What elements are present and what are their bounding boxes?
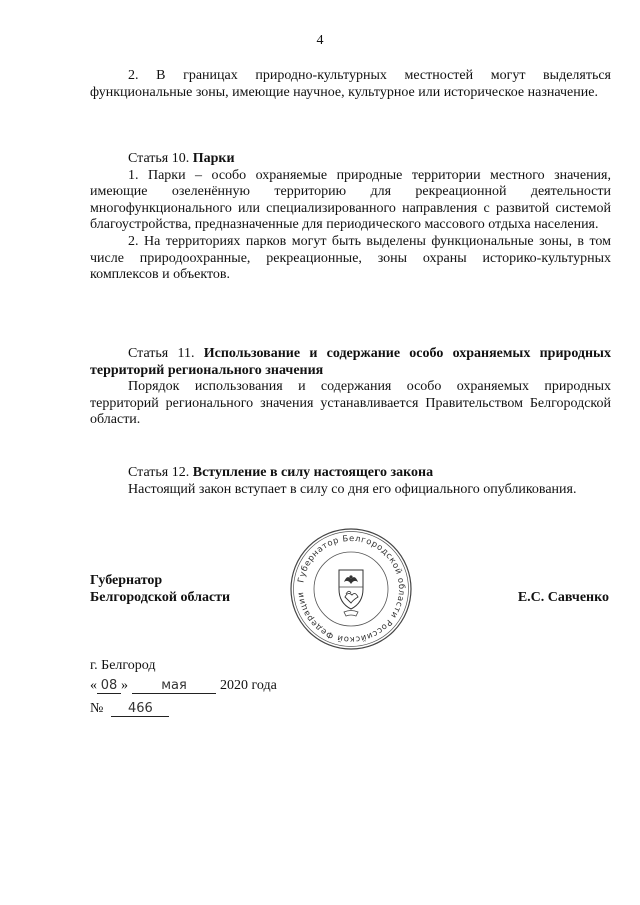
number-sign: № <box>90 701 104 716</box>
article-11-prefix: Статья 11. <box>128 346 204 361</box>
page-number: 4 <box>316 33 324 48</box>
signatory-position-line-1: Губернатор <box>90 573 163 588</box>
seal-ring-text: Губернатор Белгородской области Российской Федерации <box>295 532 408 646</box>
article-10-paragraph-2: 2. На территориях парков могут быть выделены функциональные зоны, в том числе природоохранные, рекреационные, зоны охраны историко-культурных комплексов и объектов. <box>90 233 611 283</box>
article-12-paragraph-1: Настоящий закон вступает в силу со дня его официального опубликования. <box>128 481 577 497</box>
article-11-title: Использование и содержание особо охраняемых природных территорий регионального значения <box>90 346 611 378</box>
document-number <box>90 699 169 719</box>
signatory-name: Е.С. Савченко <box>517 590 609 605</box>
document-number-value: 466 <box>111 702 169 717</box>
article-12-title: Вступление в силу настоящего закона <box>192 465 434 480</box>
article-10-title: Парки <box>192 151 235 166</box>
date-year: 2020 года <box>220 678 277 693</box>
article-11-heading <box>90 346 611 379</box>
article-12-heading <box>90 465 611 482</box>
article-10-paragraph-1: 1. Парки – особо охраняемые природные территории местного значения, имеющие озеленённую территорию для рекреационной деятельности многофункционального или специализированного направления с развитой системой благоустройства, предназначенные для периодического массового отдыха населения. <box>90 167 611 233</box>
article-12-prefix: Статья 12. <box>128 465 193 480</box>
date-day: 08 <box>97 679 121 694</box>
signatory-position <box>90 572 230 606</box>
article-10-prefix: Статья 10. <box>128 151 193 166</box>
date-month: мая <box>132 679 216 694</box>
article-12 <box>90 465 611 498</box>
signing-date <box>90 676 277 696</box>
signatory-position-line-2: Белгородской области <box>90 590 231 605</box>
official-seal-icon <box>289 527 413 651</box>
article-10 <box>90 151 611 284</box>
article-11 <box>90 346 611 429</box>
coat-of-arms-icon <box>339 570 363 616</box>
signing-place: г. Белгород <box>90 658 156 673</box>
article-11-paragraph-1: Порядок использования и содержания особо охраняемых природных территорий регионального значения устанавливается Правительством Белгородской области. <box>90 379 611 428</box>
date-quote-close: » <box>121 678 128 693</box>
article-9-paragraph-2: 2. В границах природно-культурных местностей могут выделяться функциональные зоны, имеющие научное, культурное или историческое назначение. <box>90 68 611 100</box>
article-10-heading <box>90 151 611 168</box>
date-quote-open: « <box>90 678 97 693</box>
